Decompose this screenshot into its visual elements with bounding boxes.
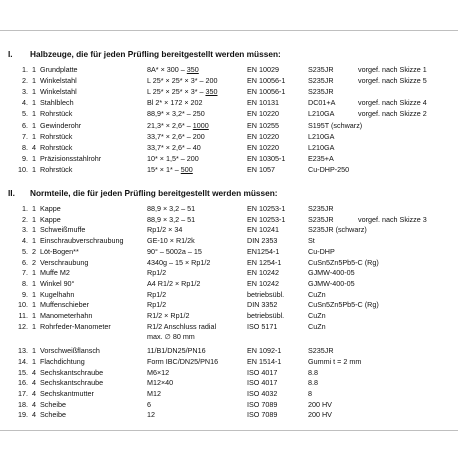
table-row [0, 388, 458, 399]
item-standard: EN 10056-1 [247, 87, 286, 97]
table-row [0, 257, 458, 268]
item-quantity: 1 [32, 87, 36, 97]
item-dimension [147, 108, 205, 119]
item-name: Sechskantschraube [40, 367, 104, 377]
item-material: DC01+A [308, 98, 336, 108]
item-dimension-text: 88,9 × 3,2 – 51 [147, 214, 196, 224]
item-quantity: 1 [32, 236, 36, 246]
item-quantity: 1 [32, 76, 36, 86]
item-standard: EN 1057 [247, 164, 275, 174]
item-material: S235JR [308, 87, 334, 97]
item-number: 6. [22, 120, 28, 130]
item-number: 9. [22, 289, 28, 299]
item-number: 14. [18, 356, 28, 366]
item-dimension-text: Rp1/2 [147, 268, 167, 278]
table-row [0, 367, 458, 378]
item-standard: EN 10220 [247, 142, 279, 152]
item-dimension-text: 88,9* × 3,2* – 250 [147, 109, 205, 119]
item-number: 2. [22, 76, 28, 86]
item-quantity: 1 [32, 98, 36, 108]
item-note: vorgef. nach Skizze 4 [358, 98, 427, 108]
item-quantity: 1 [32, 214, 36, 224]
item-standard: EN 10255 [247, 120, 279, 130]
item-material: S235JR [308, 214, 334, 224]
item-dimension-text: L 25* × 25* × 3* – 200 [147, 76, 218, 86]
item-name: Vorschweißflansch [40, 346, 100, 356]
item-name: Winkel 90° [40, 278, 75, 288]
table-row [0, 246, 458, 257]
item-material: CuSn5Zn5Pb5-C (Rg) [308, 257, 379, 267]
item-name: Rohrstück [40, 142, 73, 152]
item-standard: ISO 4017 [247, 367, 278, 377]
item-dimension [147, 131, 205, 142]
item-quantity: 2 [32, 246, 36, 256]
item-name: Schweißmuffe [40, 225, 86, 235]
item-dimension-text: 12 [147, 410, 155, 420]
item-number: 2. [22, 214, 28, 224]
item-dimension-text: M12 [147, 388, 161, 398]
item-dimension [147, 356, 218, 367]
table-row [0, 278, 458, 289]
table-row [0, 267, 458, 278]
item-material: S235JR [308, 346, 334, 356]
item-number: 10. [18, 164, 28, 174]
item-name: Einschraubverschraubung [40, 236, 124, 246]
section-1-title: Halbzeuge, die für jeden Prüfling bereitgestellt werden müssen: [30, 49, 281, 59]
item-quantity: 4 [32, 367, 36, 377]
item-note: vorgef. nach Skizze 2 [358, 109, 427, 119]
table-row [0, 345, 458, 356]
item-standard: EN 10056-1 [247, 76, 286, 86]
table-row [0, 75, 458, 86]
item-dimension-text: 15* × 1* – [147, 164, 181, 174]
item-dimension-text: 10* × 1,5* – 200 [147, 153, 199, 163]
section-1-heading [8, 49, 281, 59]
item-dimension [147, 75, 217, 86]
item-standard: EN 10242 [247, 268, 279, 278]
item-quantity: 4 [32, 378, 36, 388]
item-dimension [147, 203, 195, 214]
item-dimension [147, 345, 206, 356]
item-dimension [147, 321, 216, 332]
item-name: Gewinderohr [40, 120, 82, 130]
item-material: S235JR (schwarz) [308, 225, 367, 235]
item-dimension [147, 331, 195, 342]
item-material: E235+A [308, 153, 334, 163]
item-dimension [147, 86, 217, 97]
item-dimension [147, 120, 209, 131]
item-standard: EN1254-1 [247, 246, 280, 256]
table-row [0, 331, 458, 342]
item-dimension [147, 64, 199, 75]
item-number: 4. [22, 236, 28, 246]
item-number: 19. [18, 410, 28, 420]
item-standard: EN 10253-1 [247, 204, 286, 213]
item-number: 1. [22, 204, 28, 213]
item-dimension [147, 388, 161, 399]
item-quantity: 1 [32, 153, 36, 163]
item-dimension-text: Rp1/2 [147, 300, 167, 310]
item-name: Sechskantschraube [40, 378, 104, 388]
item-dimension [147, 246, 202, 257]
table-row [0, 120, 458, 131]
item-name: Löt-Bogen** [40, 246, 79, 256]
table-row [0, 214, 458, 225]
item-number: 10. [18, 300, 28, 310]
section-1-number: I. [8, 49, 13, 59]
item-number: 16. [18, 378, 28, 388]
item-quantity: 2 [32, 257, 36, 267]
item-quantity: 4 [32, 410, 36, 420]
table-row [0, 356, 458, 367]
item-dimension-text: 8A* × 300 – [147, 65, 187, 74]
item-material: CuSn5Zn5Pb5-C (Rg) [308, 300, 379, 310]
item-material: 200 HV [308, 410, 332, 420]
item-material: CuZn [308, 311, 326, 320]
item-dimension [147, 142, 201, 153]
item-dimension-text: 6 [147, 399, 151, 409]
item-number: 4. [22, 98, 28, 108]
item-dimension-text: Bl 2* × 172 × 202 [147, 98, 203, 108]
item-standard: DIN 2353 [247, 236, 278, 246]
table-row [0, 203, 458, 214]
item-dimension [147, 278, 200, 289]
item-dimension [147, 377, 173, 388]
table-row [0, 131, 458, 142]
item-note: vorgef. nach Skizze 5 [358, 76, 427, 86]
item-quantity: 1 [32, 356, 36, 366]
item-material: St [308, 236, 315, 246]
item-material: GJMW-400-05 [308, 268, 355, 278]
table-row [0, 142, 458, 153]
item-standard: EN 1254-1 [247, 257, 282, 267]
item-dimension-text: Rp1/2 × 34 [147, 225, 183, 235]
item-material: Cu-DHP-250 [308, 164, 350, 174]
table-row [0, 164, 458, 175]
top-divider [0, 30, 458, 31]
item-note: vorgef. nach Skizze 1 [358, 65, 427, 74]
table-row [0, 321, 458, 332]
item-number: 6. [22, 257, 28, 267]
table-row [0, 235, 458, 246]
table-row [0, 409, 458, 420]
item-dimension-text: R1/2 Anschluss radial [147, 321, 217, 331]
table-row [0, 299, 458, 310]
item-dimension [147, 267, 166, 278]
item-number: 8. [22, 142, 28, 152]
item-dimension [147, 224, 182, 235]
item-dimension [147, 310, 190, 321]
item-name: Scheibe [40, 410, 66, 420]
table-row [0, 86, 458, 97]
item-dimension-underlined: 350 [186, 65, 199, 74]
bottom-divider [0, 430, 458, 431]
item-dimension-underlined: 350 [205, 87, 218, 97]
item-quantity: 1 [32, 321, 36, 331]
section-2-heading [8, 188, 278, 198]
item-material: Cu-DHP [308, 246, 335, 256]
item-name: Flachdichtung [40, 356, 85, 366]
item-material: S235JR [308, 65, 334, 74]
item-name: Kappe [40, 204, 61, 213]
item-quantity: 1 [32, 225, 36, 235]
item-quantity: 1 [32, 109, 36, 119]
item-dimension-text: 4340g – 15 × Rp1/2 [147, 257, 211, 267]
item-material: 8.8 [308, 378, 318, 388]
item-dimension-text: 33,7* × 2,6* – 200 [147, 131, 205, 141]
item-standard: ISO 7089 [247, 410, 278, 420]
item-dimension-underlined: 1000 [192, 120, 209, 130]
item-dimension [147, 409, 155, 420]
item-dimension [147, 214, 195, 225]
item-dimension-text: 90° – 5002a – 15 [147, 246, 202, 256]
item-quantity: 1 [32, 289, 36, 299]
item-dimension [147, 97, 203, 108]
item-dimension-text: Form IBC/DN25/PN16 [147, 356, 219, 366]
item-number: 18. [18, 399, 28, 409]
item-dimension-text: A4 R1/2 × Rp1/2 [147, 278, 201, 288]
item-quantity: 1 [32, 278, 36, 288]
item-dimension-text: GE-10 × R1/2k [147, 236, 195, 246]
item-dimension-text: max. ∅ 80 mm [147, 332, 195, 342]
item-name: Rohrfeder-Manometer [40, 321, 111, 331]
item-material: CuZn [308, 289, 326, 299]
item-note: vorgef. nach Skizze 3 [358, 214, 427, 224]
item-number: 8. [22, 278, 28, 288]
item-quantity: 4 [32, 399, 36, 409]
item-dimension-text: 11/B1/DN25/PN16 [147, 346, 206, 356]
item-material: 8.8 [308, 367, 318, 377]
item-dimension-text: 21,3* × 2,6* – [147, 120, 193, 130]
table-row [0, 224, 458, 235]
item-dimension-text: L 25* × 25* × 3* – [147, 87, 206, 97]
item-number: 5. [22, 109, 28, 119]
item-name: Grundplatte [40, 65, 78, 74]
item-material: L210GA [308, 142, 335, 152]
item-name: Muffenschieber [40, 300, 90, 310]
item-name: Kugelhahn [40, 289, 75, 299]
item-standard: ISO 4032 [247, 388, 278, 398]
item-number: 9. [22, 153, 28, 163]
table-row [0, 377, 458, 388]
item-number: 7. [22, 268, 28, 278]
item-name: Winkelstahl [40, 87, 77, 97]
item-standard: EN 1514-1 [247, 356, 282, 366]
item-number: 5. [22, 246, 28, 256]
item-standard: EN 1092-1 [247, 346, 282, 356]
item-quantity: 4 [32, 388, 36, 398]
item-standard: EN 10220 [247, 131, 279, 141]
item-name: Kappe [40, 214, 61, 224]
item-material: L210GA [308, 131, 335, 141]
item-material: S235JR [308, 204, 334, 213]
item-quantity: 1 [32, 346, 36, 356]
item-material: GJMW-400-05 [308, 278, 355, 288]
item-number: 7. [22, 131, 28, 141]
item-dimension [147, 399, 151, 410]
item-material: S235JR [308, 76, 334, 86]
item-standard: EN 10253-1 [247, 214, 286, 224]
item-number: 1. [22, 65, 28, 74]
item-material: Gummi t = 2 mm [308, 356, 362, 366]
item-dimension-text: R1/2 × Rp1/2 [147, 311, 190, 320]
item-dimension-text: 33,7* × 2,6* – 40 [147, 142, 201, 152]
item-name: Verschraubung [40, 257, 89, 267]
item-dimension-underlined: 500 [180, 164, 193, 174]
item-name: Winkelstahl [40, 76, 77, 86]
table-row [0, 153, 458, 164]
item-number: 12. [18, 321, 28, 331]
item-quantity: 1 [32, 120, 36, 130]
item-material: S195T (schwarz) [308, 120, 363, 130]
item-dimension [147, 164, 193, 175]
item-number: 11. [18, 311, 28, 320]
table-row [0, 399, 458, 410]
item-standard: EN 10220 [247, 109, 279, 119]
item-name: Sechskantmutter [40, 388, 94, 398]
item-number: 13. [18, 346, 28, 356]
item-name: Muffe M2 [40, 268, 70, 278]
item-standard: betriebsübl. [247, 289, 285, 299]
item-name: Scheibe [40, 399, 66, 409]
item-material: 8 [308, 388, 312, 398]
item-standard: ISO 7089 [247, 399, 278, 409]
item-name: Präzisionsstahlrohr [40, 153, 102, 163]
item-standard: EN 10305-1 [247, 153, 286, 163]
item-quantity: 1 [32, 311, 36, 320]
item-name: Stahlblech [40, 98, 74, 108]
item-name: Rohrstück [40, 164, 73, 174]
item-dimension [147, 235, 195, 246]
item-dimension [147, 289, 166, 300]
item-quantity: 1 [32, 65, 36, 74]
item-name: Rohrstück [40, 109, 73, 119]
item-number: 17. [18, 388, 28, 398]
item-dimension-text: Rp1/2 [147, 289, 167, 299]
item-name: Manometerhahn [40, 311, 93, 320]
item-dimension [147, 257, 210, 268]
item-quantity: 1 [32, 300, 36, 310]
item-quantity: 1 [32, 204, 36, 213]
table-row [0, 97, 458, 108]
table-row [0, 64, 458, 75]
item-material: L210GA [308, 109, 335, 119]
item-dimension-text: M12×40 [147, 378, 174, 388]
item-number: 3. [22, 87, 28, 97]
item-standard: EN 10241 [247, 225, 279, 235]
item-number: 3. [22, 225, 28, 235]
item-number: 15. [18, 367, 28, 377]
item-standard: betriebsübl. [247, 311, 285, 320]
section-2-number: II. [8, 188, 15, 198]
table-row [0, 310, 458, 321]
item-standard: ISO 4017 [247, 378, 278, 388]
item-name: Rohrstück [40, 131, 73, 141]
table-row [0, 289, 458, 300]
item-dimension-text: M6×12 [147, 367, 170, 377]
item-standard: EN 10242 [247, 278, 279, 288]
item-standard: ISO 5171 [247, 321, 278, 331]
item-dimension [147, 153, 199, 164]
item-standard: EN 10029 [247, 65, 279, 74]
item-quantity: 1 [32, 131, 36, 141]
item-dimension-text: 88,9 × 3,2 – 51 [147, 204, 196, 213]
item-material: CuZn [308, 321, 326, 331]
item-dimension [147, 367, 169, 378]
item-material: 200 HV [308, 399, 332, 409]
table-row [0, 108, 458, 119]
item-dimension [147, 299, 166, 310]
item-quantity: 1 [32, 268, 36, 278]
section-2-title: Normteile, die für jeden Prüfling bereitgestellt werden müssen: [30, 188, 278, 198]
item-standard: EN 10131 [247, 98, 279, 108]
item-quantity: 4 [32, 142, 36, 152]
item-quantity: 1 [32, 164, 36, 174]
item-standard: DIN 3352 [247, 300, 278, 310]
